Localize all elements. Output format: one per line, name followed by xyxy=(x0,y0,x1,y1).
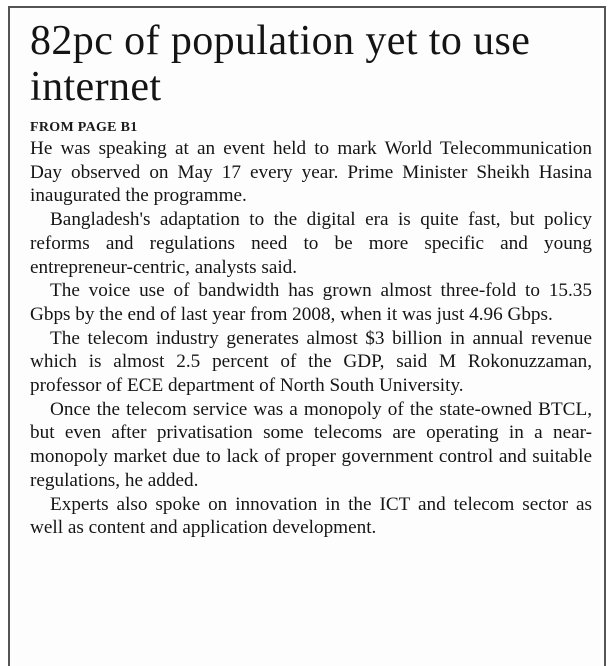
continuation-label: FROM PAGE B1 xyxy=(30,120,138,135)
paragraph: The telecom industry generates almost $3 billion in annual revenue which is almost 2.5 percent of the GDP, said M Rokonuzzaman, professor of ECE department of North South University. xyxy=(30,327,592,397)
paragraph: Experts also spoke on innovation in the ICT and telecom sector as well as content and application development. xyxy=(30,493,592,539)
news-clipping xyxy=(8,6,606,666)
article-body xyxy=(30,137,592,540)
article-headline: 82pc of population yet to use internet xyxy=(30,18,531,110)
paragraph: Once the telecom service was a monopoly of the state-owned BTCL, but even after privatisation some telecoms are operating in a near-monopoly market due to lack of proper government control and suitable regulations, he added. xyxy=(30,398,592,491)
paragraph: He was speaking at an event held to mark World Telecommunication Day observed on May 17 every year. Prime Minister Sheikh Hasina inaugurated the programme. xyxy=(30,138,592,207)
paragraph: Bangladesh's adaptation to the digital era is quite fast, but policy reforms and regulations need to be more specific and young entrepreneur-centric, analysts said. xyxy=(30,209,592,278)
paragraph: The voice use of bandwidth has grown almost three-fold to 15.35 Gbps by the end of last year from 2008, when it was just 4.96 Gbps. xyxy=(30,280,592,325)
